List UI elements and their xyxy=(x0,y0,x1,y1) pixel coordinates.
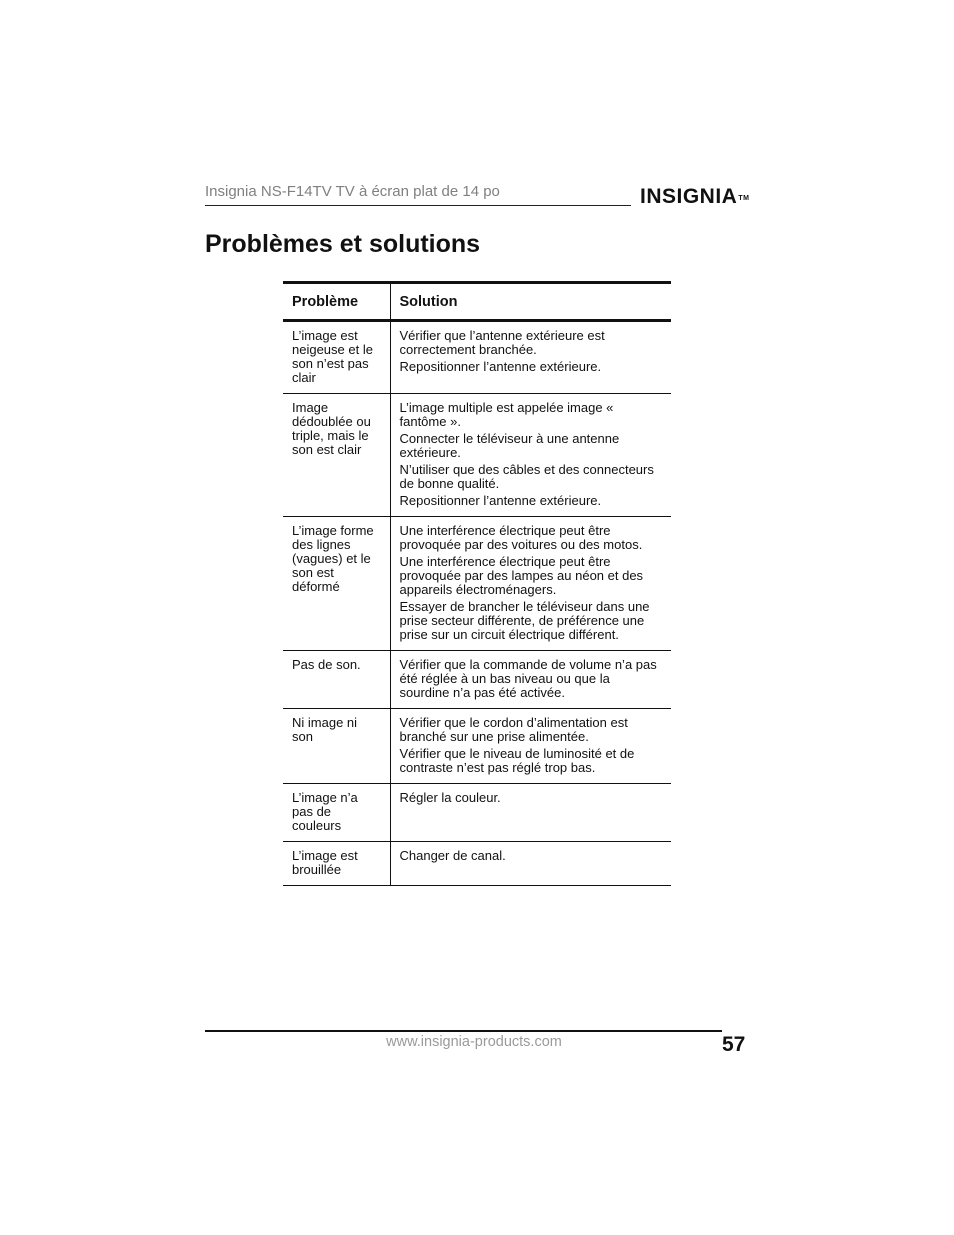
problem-cell: L’image est brouillée xyxy=(283,842,390,886)
problem-cell: Pas de son. xyxy=(283,651,390,709)
solution-cell xyxy=(390,842,671,886)
table-row xyxy=(283,321,671,394)
page-title: Problèmes et solutions xyxy=(205,230,481,258)
solution-cell xyxy=(390,709,671,784)
solution-text: Vérifier que l’antenne extérieure est correctement branchée. xyxy=(399,328,605,357)
solution-text: Essayer de brancher le téléviseur dans une prise secteur différente, de préférence une prise sur un circuit électrique différent. xyxy=(399,599,650,642)
solution-text: Repositionner l’antenne extérieure. xyxy=(399,493,602,508)
table-row xyxy=(283,517,671,651)
table-row xyxy=(283,651,671,709)
problem-cell: Image dédoublée ou triple, mais le son est clair xyxy=(283,394,390,517)
running-header: Insignia NS-F14TV TV à écran plat de 14 po xyxy=(205,183,500,200)
table-row xyxy=(283,709,671,784)
problem-cell: L’image n’a pas de couleurs xyxy=(283,784,390,842)
problem-cell: Ni image ni son xyxy=(283,709,390,784)
table-header-row xyxy=(283,283,671,321)
solution-text: Connecter le téléviseur à une antenne extérieure. xyxy=(399,431,620,460)
table-row xyxy=(283,394,671,517)
solution-cell xyxy=(390,394,671,517)
logo-text: INSIGNIA xyxy=(640,185,738,208)
header-rule xyxy=(205,205,631,206)
footer-url[interactable]: www.insignia-products.com xyxy=(386,1034,562,1050)
solution-text: Une interférence électrique peut être provoquée par des lampes au néon et des appareils électroménagers. xyxy=(399,554,644,597)
insignia-logo xyxy=(640,183,749,211)
solution-text: L’image multiple est appelée image « fantôme ». xyxy=(399,400,614,429)
solution-text: Vérifier que le niveau de luminosité et de contraste n’est pas réglé trop bas. xyxy=(399,746,635,775)
solution-text: Changer de canal. xyxy=(399,848,506,863)
solution-cell xyxy=(390,321,671,394)
table-row xyxy=(283,842,671,886)
column-header-solution: Solution xyxy=(390,283,671,321)
solution-text: N’utiliser que des câbles et des connecteurs de bonne qualité. xyxy=(399,462,654,491)
column-header-problem: Problème xyxy=(283,283,390,321)
solution-text: Une interférence électrique peut être provoquée par des voitures ou des motos. xyxy=(399,523,643,552)
solution-text: Vérifier que la commande de volume n’a pas été réglée à un bas niveau ou que la sourdine n’a pas été activée. xyxy=(399,657,657,700)
solution-cell xyxy=(390,651,671,709)
table-row xyxy=(283,784,671,842)
page-number: 57 xyxy=(722,1033,746,1056)
solution-text: Régler la couleur. xyxy=(399,790,501,805)
footer-rule xyxy=(205,1030,722,1032)
problem-cell: L’image est neigeuse et le son n’est pas clair xyxy=(283,321,390,394)
logo-trademark: TM xyxy=(738,195,750,202)
solution-text: Vérifier que le cordon d’alimentation est branché sur une prise alimentée. xyxy=(399,715,628,744)
solution-cell xyxy=(390,784,671,842)
solution-text: Repositionner l’antenne extérieure. xyxy=(399,359,602,374)
solution-cell xyxy=(390,517,671,651)
troubleshooting-table xyxy=(283,281,671,886)
problem-cell: L’image forme des lignes (vagues) et le son est déformé xyxy=(283,517,390,651)
